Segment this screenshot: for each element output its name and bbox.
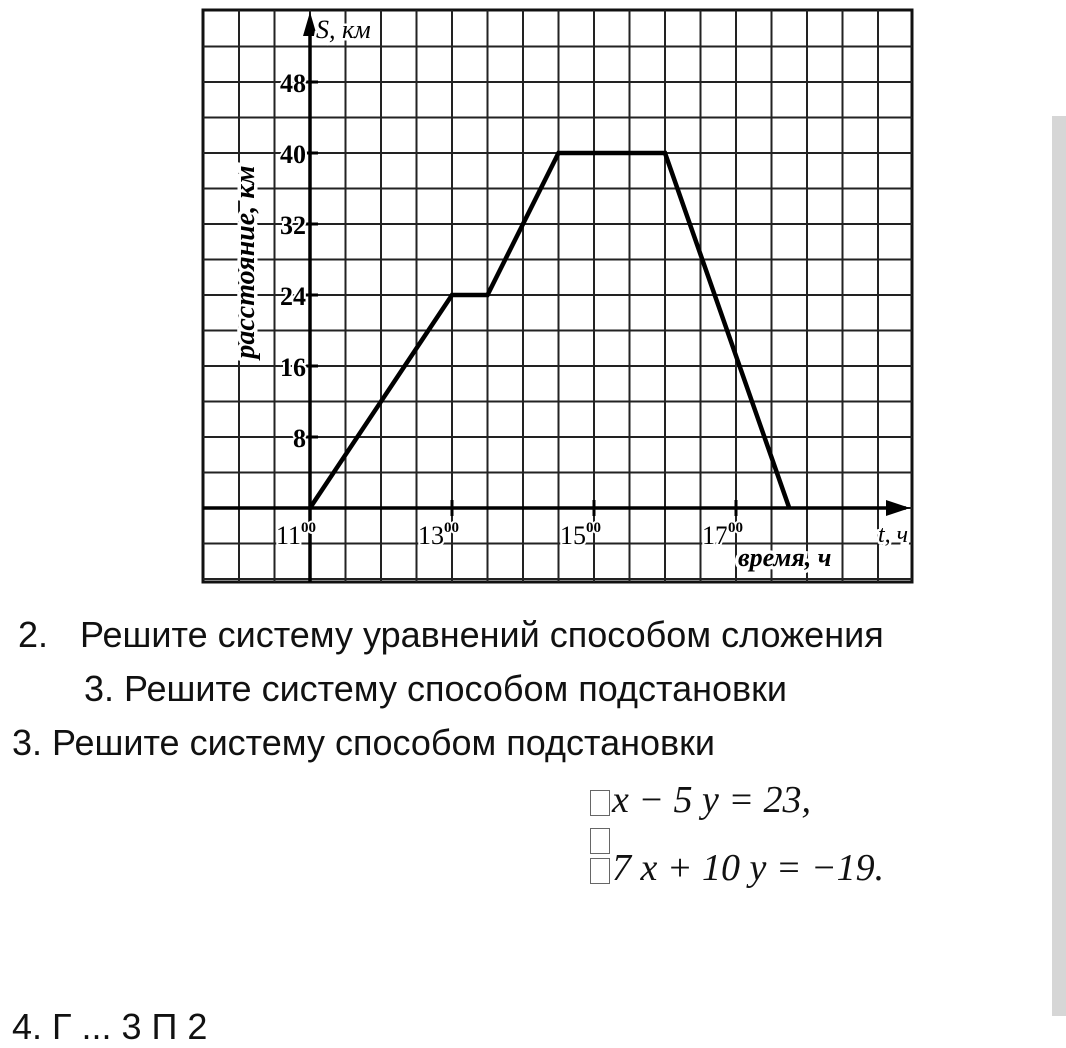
y-tick-label: 40	[280, 140, 306, 169]
y-tick-label: 16	[280, 353, 306, 382]
scrollbar[interactable]	[1052, 116, 1066, 1016]
x-tick-label: $11^{00}$	[276, 520, 317, 550]
equation-1	[590, 778, 811, 822]
task-2-number: 2.	[18, 614, 49, 655]
y-axis-label: расстояние, км	[230, 165, 261, 359]
brace-placeholder-icon	[590, 790, 610, 816]
equation-2-text: 7 x + 10 y = −19.	[612, 847, 885, 889]
x-tick-label: $15^{00}$	[560, 520, 601, 550]
task-4-partial: 4. Г ... 3 П 2	[12, 1006, 208, 1047]
task-3: 3. Решите систему способом подстановки	[12, 722, 716, 763]
task-3-indented: 3. Решите систему способом подстановки	[84, 668, 788, 709]
series-point	[451, 294, 454, 297]
x-tick-label: $13^{00}$	[418, 520, 459, 550]
x-axis-name: t, ч	[878, 522, 909, 548]
series-point	[664, 152, 667, 155]
y-axis-name: S, км	[316, 15, 371, 44]
x-tick-superscript: 00	[728, 520, 743, 536]
x-tick-superscript: 00	[444, 520, 459, 536]
y-tick-label: 24	[280, 282, 306, 311]
y-tick-label: 48	[280, 69, 306, 98]
brace-placeholder-icon	[590, 858, 610, 884]
series-point	[486, 294, 489, 297]
y-tick-label: 32	[280, 211, 306, 240]
x-tick-superscript: 00	[586, 520, 601, 536]
series-point	[788, 507, 791, 510]
y-tick-label: 8	[293, 424, 306, 453]
series-point	[309, 507, 312, 510]
equation-2	[590, 846, 884, 890]
series-point	[557, 152, 560, 155]
task-2	[18, 614, 884, 656]
x-tick-superscript: 00	[301, 520, 317, 536]
task-2-text: Решите систему уравнений способом сложения	[80, 614, 884, 655]
x-tick-label: $17^{00}$	[702, 520, 743, 550]
equation-1-text: x − 5 y = 23,	[612, 779, 812, 821]
x-axis-label: время, ч	[738, 543, 832, 572]
